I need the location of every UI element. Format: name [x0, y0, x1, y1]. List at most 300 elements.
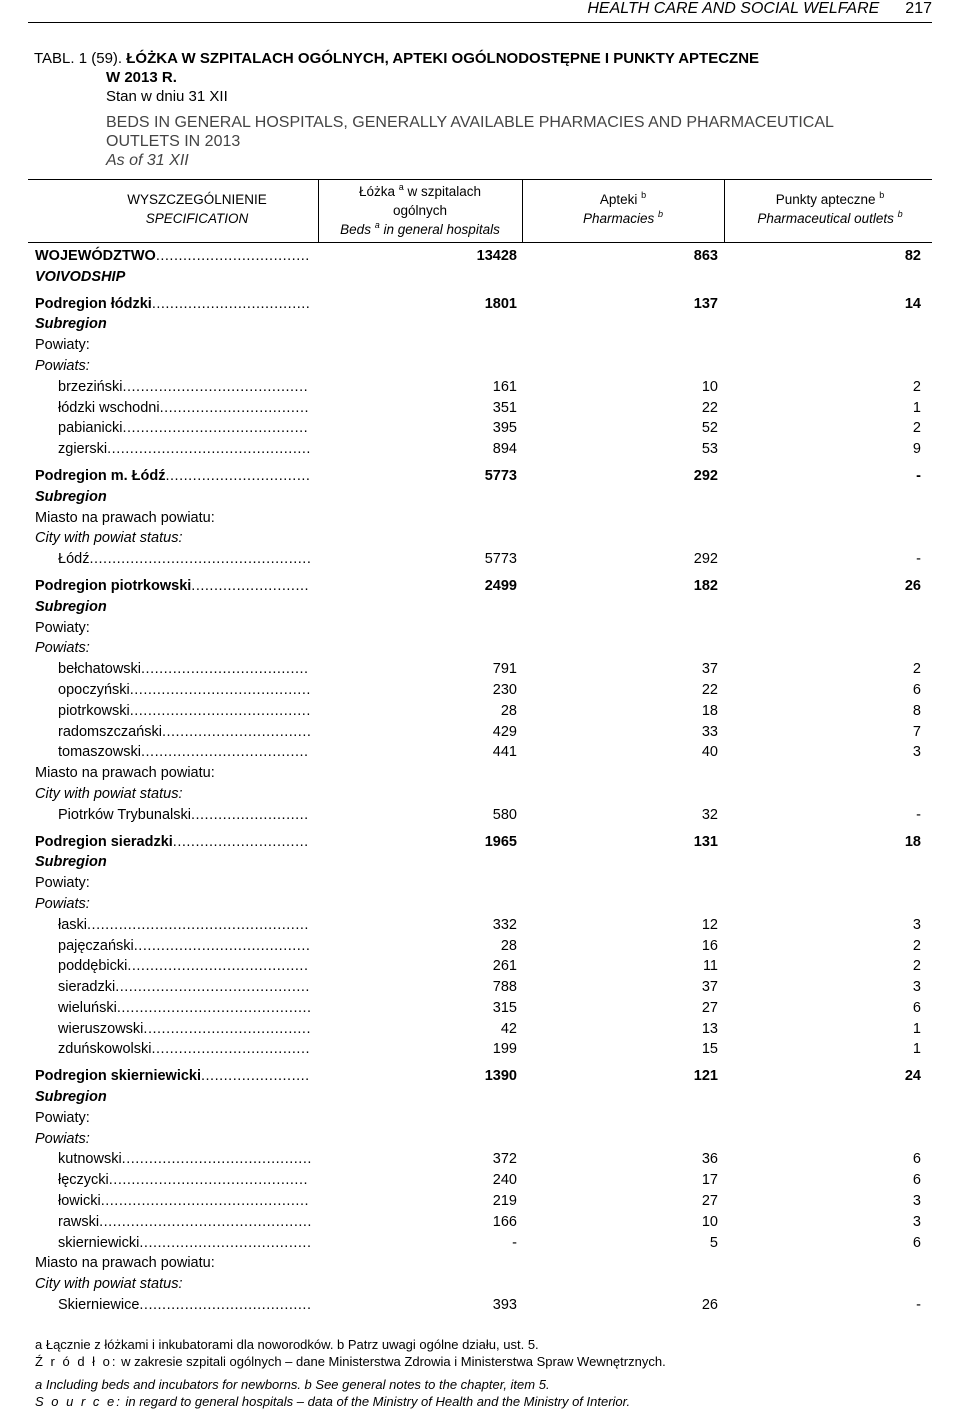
beds-value: 1801 [484, 295, 517, 312]
outlets-value: 18 [904, 833, 921, 850]
table-row [0, 528, 960, 549]
table-row [0, 998, 960, 1019]
beds-value: 429 [492, 723, 517, 740]
row-label-text: Powiats: [35, 895, 90, 912]
title-pl-state-line [34, 87, 932, 106]
row-label [35, 784, 182, 805]
row-label-text: VOIVODSHIP [35, 268, 126, 285]
beds-value: 240 [492, 1172, 517, 1189]
footnote-pl: a Łącznie z łóżkami i inkubatorami dla noworodków. b Patrz uwagi ogólne działu, ust. 5. [35, 1337, 539, 1352]
leader-dots: ....................................... [133, 937, 311, 954]
table-title [34, 49, 932, 170]
outlets-value: 3 [912, 979, 921, 996]
header-pharm-pl: Apteki [599, 192, 638, 207]
leader-dots: ................................... [151, 1041, 310, 1058]
pharmacies-value: 27 [701, 999, 718, 1016]
row-label [58, 398, 309, 419]
table-row [0, 618, 960, 639]
outlets-value: 24 [904, 1068, 921, 1085]
pharmacies-value: 5 [709, 1234, 718, 1251]
footnote-a-marker: a [398, 182, 404, 192]
beds-value: 219 [492, 1193, 517, 1210]
row-label [58, 701, 311, 722]
outlets-value: - [916, 551, 921, 568]
row-label-text: Podregion piotrkowski [35, 577, 192, 594]
leader-dots: ........................................... [115, 979, 310, 996]
leader-dots: .............................................. [100, 1193, 310, 1210]
table-row [0, 936, 960, 957]
row-label [35, 528, 182, 549]
pharmacies-value: 131 [693, 833, 718, 850]
leader-dots: ................................................. [87, 916, 309, 933]
beds-value: 161 [492, 378, 517, 395]
leader-dots: ........................................ [129, 702, 311, 719]
row-label-text: łódzki wschodni [58, 399, 160, 416]
leader-dots: ...................................... [139, 1297, 312, 1314]
row-label [58, 742, 309, 763]
leader-dots: ........................ [201, 1068, 310, 1085]
footnote-a-marker-en: a [374, 220, 380, 230]
beds-value: 1965 [484, 833, 517, 850]
title-en-line1: BEDS IN GENERAL HOSPITALS, GENERALLY AVAILABLE PHARMACIES AND PHARMACEUTICAL [106, 114, 834, 131]
footnote-b-marker: b [641, 190, 647, 200]
row-label-text: wieluński [58, 999, 117, 1016]
row-label-text: Miasto na prawach powiatu: [35, 509, 215, 526]
pharmacies-value: 16 [701, 937, 718, 954]
row-label [35, 1253, 215, 1274]
row-label [58, 936, 310, 957]
row-label-text: zgierski [58, 441, 108, 458]
row-label-text: kutnowski [58, 1151, 122, 1168]
outlets-value: 1 [912, 1041, 921, 1058]
table-row [0, 246, 960, 267]
outlets-value: 26 [904, 577, 921, 594]
leader-dots: ................................ [165, 467, 311, 484]
row-label-text: Łódź [58, 551, 90, 568]
row-label [35, 1129, 90, 1150]
beds-value: 1390 [484, 1068, 517, 1085]
outlets-value: 1 [912, 399, 921, 416]
header-spec-en: SPECIFICATION [145, 211, 249, 226]
pharmacies-value: 121 [693, 1068, 718, 1085]
outlets-value: 3 [912, 916, 921, 933]
row-label-text: Powiaty: [35, 337, 90, 354]
row-label [35, 314, 107, 335]
leader-dots: ................................................. [89, 551, 312, 568]
pharmacies-value: 22 [701, 681, 718, 698]
row-label-text: City with powiat status: [35, 785, 183, 802]
leader-dots: .......................................... [121, 1151, 312, 1168]
table-row [0, 1253, 960, 1274]
header-beds-pl1: Łóżka [358, 184, 395, 199]
footnote-b-marker-2: b [879, 190, 885, 200]
leader-dots: ..................................... [143, 1020, 311, 1037]
beds-value: 5773 [484, 551, 517, 568]
pharmacies-value: 52 [701, 420, 718, 437]
footnote-b-marker-en: b [658, 209, 664, 219]
beds-value: 788 [492, 979, 517, 996]
outlets-value: 2 [912, 937, 921, 954]
pharmacies-value: 33 [701, 723, 718, 740]
table-row [0, 763, 960, 784]
header-beds-en1: Beds [340, 222, 371, 237]
table-row [0, 1295, 960, 1316]
leader-dots: ..................................... [141, 744, 309, 761]
beds-value: 315 [492, 999, 517, 1016]
row-label [58, 1233, 311, 1254]
table-row [0, 267, 960, 288]
pharmacies-value: 37 [701, 661, 718, 678]
beds-value: 894 [492, 441, 517, 458]
beds-value: 166 [492, 1213, 517, 1230]
row-label-text: Miasto na prawach powiatu: [35, 1255, 215, 1272]
beds-value: 332 [492, 916, 517, 933]
header-beds-en2: in general hospitals [383, 222, 500, 237]
header-beds-pl2: w szpitalach [407, 184, 482, 199]
row-label [35, 508, 215, 529]
row-label [35, 1066, 310, 1087]
table-row [0, 335, 960, 356]
row-label [58, 549, 311, 570]
table-row [0, 956, 960, 977]
source-pl-label: Ź r ó d ł o: [35, 1354, 118, 1369]
row-label-text: skierniewicki [58, 1234, 140, 1251]
outlets-value: 2 [912, 420, 921, 437]
beds-value: 393 [492, 1297, 517, 1314]
row-label-text: WOJEWÓDZTWO [35, 248, 156, 264]
pharmacies-value: 53 [701, 441, 718, 458]
table-row [0, 894, 960, 915]
row-label-text: brzeziński [58, 378, 123, 395]
row-label [35, 576, 309, 597]
table-row [0, 1129, 960, 1150]
source-en: in regard to general hospitals – data of the Ministry of Health and the Ministry of Interior. [125, 1394, 631, 1409]
beds-value: 13428 [476, 248, 517, 264]
table-row [0, 1066, 960, 1087]
table-row [0, 466, 960, 487]
leader-dots: .............................. [172, 833, 309, 850]
table-row [0, 1212, 960, 1233]
header-beds-pl3: ogólnych [392, 203, 448, 218]
source-pl-line [35, 1353, 666, 1370]
leader-dots: ................................... [151, 295, 311, 312]
row-label-text: Podregion łódzki [35, 295, 152, 312]
row-label [35, 1108, 90, 1129]
table-row [0, 1019, 960, 1040]
leader-dots: .......................... [191, 577, 310, 594]
row-label-text: wieruszowski [58, 1020, 144, 1037]
row-label-text: zduńskowolski [58, 1041, 152, 1058]
table-row [0, 439, 960, 460]
row-label [58, 722, 311, 743]
table-row [0, 418, 960, 439]
pharmacies-value: 292 [693, 467, 718, 484]
table-row [0, 680, 960, 701]
beds-value: 395 [492, 420, 517, 437]
row-label [58, 1170, 308, 1191]
table-row [0, 722, 960, 743]
beds-value: - [512, 1234, 517, 1251]
row-label [35, 638, 90, 659]
row-label-text: Powiaty: [35, 619, 90, 636]
outlets-value: 7 [912, 723, 921, 740]
table-row [0, 1233, 960, 1254]
row-label [58, 1149, 312, 1170]
pharmacies-value: 12 [701, 916, 718, 933]
row-label [58, 418, 308, 439]
leader-dots: ............................................ [108, 1172, 309, 1189]
row-label-text: Miasto na prawach powiatu: [35, 765, 215, 782]
header-beds [322, 182, 518, 239]
outlets-value: - [916, 467, 921, 484]
row-label [35, 597, 107, 618]
pharmacies-value: 40 [701, 744, 718, 761]
header-spec-pl: WYSZCZEGÓLNIENIE [127, 192, 267, 207]
row-label-text: Subregion [35, 316, 107, 333]
beds-value: 199 [492, 1041, 517, 1058]
row-label-text: Powiats: [35, 357, 90, 374]
row-label-text: Powiats: [35, 1130, 90, 1147]
row-label [35, 832, 309, 853]
leader-dots: ........................................ [127, 958, 309, 975]
leader-dots: ......................................... [122, 420, 309, 437]
row-label-text: piotrkowski [58, 702, 130, 719]
row-label-text: Subregion [35, 1089, 107, 1106]
header-outlets-pl: Punkty apteczne [775, 192, 876, 207]
row-label-text: Skierniewice [58, 1297, 140, 1314]
beds-value: 28 [500, 937, 517, 954]
row-label [35, 294, 310, 315]
beds-value: 580 [492, 806, 517, 823]
row-label [58, 680, 311, 701]
row-label [35, 246, 310, 267]
row-label [58, 956, 308, 977]
row-label [58, 1295, 312, 1316]
outlets-value: 14 [904, 295, 921, 312]
footnote-en: a Including beds and incubators for newborns. b See general notes to the chapter, item 5. [35, 1377, 550, 1392]
table-row [0, 294, 960, 315]
row-label [58, 915, 309, 936]
source-en-line [35, 1393, 666, 1410]
outlets-value: - [916, 1297, 921, 1314]
table-row [0, 508, 960, 529]
row-label [35, 618, 90, 639]
table-row [0, 356, 960, 377]
footnote-b-marker-2-en: b [897, 209, 903, 219]
row-label-text: bełchatowski [58, 661, 142, 678]
pharmacies-value: 18 [701, 702, 718, 719]
table-row [0, 977, 960, 998]
row-label [58, 998, 312, 1019]
row-label-text: tomaszowski [58, 744, 141, 761]
outlets-value: 6 [912, 1151, 921, 1168]
page-number: 217 [905, 0, 932, 17]
row-label [35, 466, 310, 487]
table-row [0, 784, 960, 805]
leader-dots: ............................................. [107, 441, 311, 458]
leader-dots: ................................. [161, 723, 312, 740]
row-label-text: łęczycki [58, 1172, 109, 1189]
table-row [0, 576, 960, 597]
beds-value: 441 [492, 744, 517, 761]
pharmacies-value: 863 [693, 248, 718, 264]
beds-value: 791 [492, 661, 517, 678]
pharmacies-value: 10 [701, 1213, 718, 1230]
row-label-text: Podregion m. Łódź [35, 467, 166, 484]
footnotes [35, 1336, 666, 1410]
beds-value: 42 [500, 1020, 517, 1037]
row-label [58, 439, 311, 460]
row-label [35, 356, 90, 377]
row-label-text: Powiats: [35, 640, 90, 657]
row-label-text: Piotrków Trybunalski [58, 806, 191, 823]
table-row [0, 638, 960, 659]
header-outlets-en: Pharmaceutical outlets [757, 211, 894, 226]
outlets-value: 3 [912, 1213, 921, 1230]
title-pl-cont: W 2013 R. [106, 69, 177, 86]
leader-dots: ........................................... [116, 999, 312, 1016]
pharmacies-value: 27 [701, 1193, 718, 1210]
row-label [58, 659, 309, 680]
leader-dots: ............................................... [99, 1213, 312, 1230]
source-en-label: S o u r c e: [35, 1394, 122, 1409]
pharmacies-value: 137 [693, 295, 718, 312]
row-label [58, 377, 308, 398]
outlets-value: 2 [912, 378, 921, 395]
header-divider-2 [522, 180, 523, 242]
row-label [35, 1274, 182, 1295]
row-label [35, 1087, 107, 1108]
row-label-text: łaski [58, 916, 88, 933]
row-label [58, 1039, 310, 1060]
title-pl-main: ŁÓŻKA W SZPITALACH OGÓLNYCH, APTEKI OGÓLNODOSTĘPNE I PUNKTY APTECZNE [126, 50, 760, 67]
beds-value: 230 [492, 681, 517, 698]
row-label-text: City with powiat status: [35, 1276, 183, 1293]
pharmacies-value: 36 [701, 1151, 718, 1168]
table-row [0, 701, 960, 722]
row-label-text: Powiaty: [35, 875, 90, 892]
row-label-text: poddębicki [58, 958, 128, 975]
leader-dots: .......................... [190, 806, 309, 823]
table-row [0, 852, 960, 873]
beds-value: 28 [500, 702, 517, 719]
row-label-text: pajęczański [58, 937, 134, 954]
title-en-state: As of 31 XII [106, 152, 189, 169]
pharmacies-value: 22 [701, 399, 718, 416]
running-head-rule [28, 22, 932, 23]
leader-dots: ......................................... [122, 378, 309, 395]
header-divider-3 [724, 180, 725, 242]
row-label [58, 1019, 311, 1040]
header-divider-1 [318, 180, 319, 242]
table-number: TABL. 1 (59). [34, 50, 123, 67]
beds-value: 5773 [484, 467, 517, 484]
table-row [0, 398, 960, 419]
leader-dots: ........................................ [129, 681, 311, 698]
row-label [58, 1212, 312, 1233]
row-label-text: Subregion [35, 488, 107, 505]
header-pharm-en: Pharmacies [582, 211, 655, 226]
table-row [0, 1108, 960, 1129]
table-row [0, 915, 960, 936]
row-label [35, 873, 90, 894]
running-head-title: HEALTH CARE AND SOCIAL WELFARE [587, 0, 880, 17]
title-pl-state: Stan w dniu 31 XII [106, 88, 228, 105]
table-row [0, 742, 960, 763]
row-label [35, 894, 90, 915]
row-label-text: opoczyński [58, 681, 130, 698]
row-label [58, 977, 310, 998]
row-label [35, 763, 215, 784]
pharmacies-value: 13 [701, 1020, 718, 1037]
outlets-value: 6 [912, 681, 921, 698]
source-pl: w zakresie szpitali ogólnych – dane Ministerstwa Zdrowia i Ministerstwa Spraw Wewnętrznych. [121, 1354, 666, 1369]
leader-dots: .................................. [155, 248, 310, 264]
outlets-value: 6 [912, 999, 921, 1016]
pharmacies-value: 37 [701, 979, 718, 996]
table-row [0, 873, 960, 894]
pharmacies-value: 292 [693, 551, 718, 568]
outlets-value: 8 [912, 702, 921, 719]
table-row [0, 377, 960, 398]
row-label-text: sieradzki [58, 979, 116, 996]
table-row [0, 487, 960, 508]
leader-dots: ................................. [159, 399, 310, 416]
title-pl-cont-line [34, 68, 932, 87]
row-label [35, 487, 107, 508]
row-label-text: Podregion skierniewicki [35, 1068, 201, 1085]
table-body [0, 246, 960, 1316]
row-label-text: City with powiat status: [35, 530, 183, 547]
outlets-value: 6 [912, 1172, 921, 1189]
beds-value: 351 [492, 399, 517, 416]
beds-value: 2499 [484, 577, 517, 594]
outlets-value: - [916, 806, 921, 823]
row-label-text: pabianicki [58, 420, 123, 437]
outlets-value: 9 [912, 441, 921, 458]
outlets-value: 1 [912, 1020, 921, 1037]
title-polish [34, 49, 932, 68]
leader-dots: ..................................... [141, 661, 309, 678]
pharmacies-value: 11 [702, 958, 718, 975]
row-label-text: rawski [58, 1213, 100, 1230]
table-row [0, 549, 960, 570]
row-label-text: Podregion sieradzki [35, 833, 173, 850]
table-row [0, 1149, 960, 1170]
header-outlets [728, 190, 932, 228]
title-english [106, 113, 932, 170]
beds-value: 261 [492, 958, 517, 975]
outlets-value: 2 [912, 958, 921, 975]
row-label-text: Subregion [35, 598, 107, 615]
pharmacies-value: 182 [693, 577, 718, 594]
outlets-value: 2 [912, 661, 921, 678]
beds-value: 372 [492, 1151, 517, 1168]
row-label [35, 267, 125, 288]
row-label [58, 1191, 309, 1212]
table-row [0, 597, 960, 618]
table-row [0, 1087, 960, 1108]
table-row [0, 1039, 960, 1060]
table-row [0, 1191, 960, 1212]
table-row [0, 314, 960, 335]
table-row [0, 1170, 960, 1191]
table-row [0, 832, 960, 853]
header-pharmacies [526, 190, 720, 228]
header-rule-bottom [28, 242, 932, 243]
pharmacies-value: 10 [701, 378, 718, 395]
title-en-line2: OUTLETS IN 2013 [106, 133, 241, 150]
